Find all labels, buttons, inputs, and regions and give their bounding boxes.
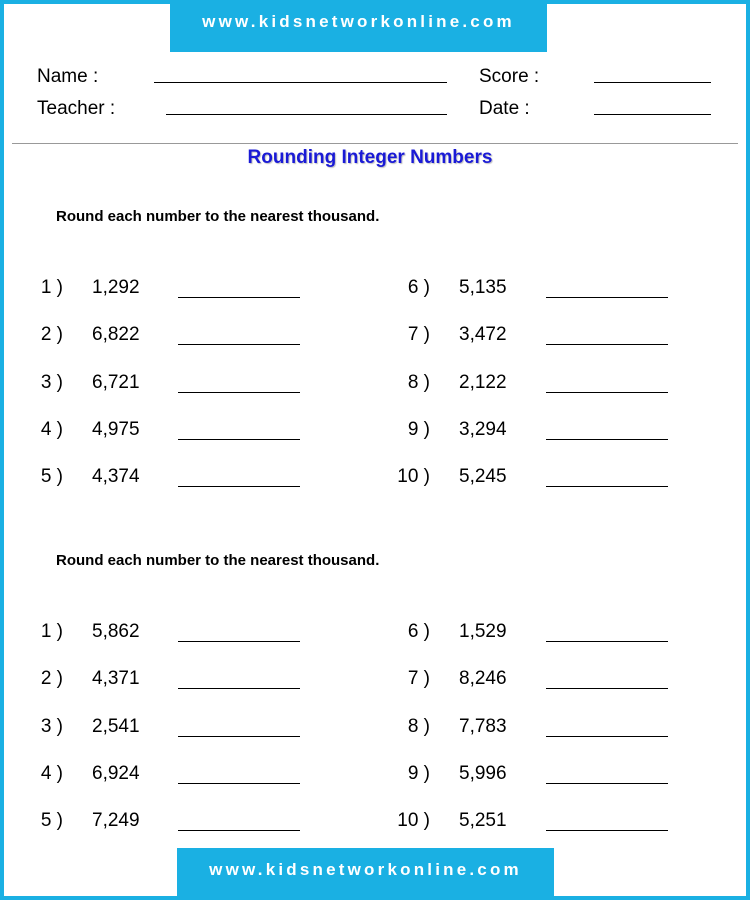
problem-number: 6 )	[407, 277, 430, 298]
answer-line[interactable]	[546, 486, 668, 487]
problem-number: 10 )	[397, 466, 430, 488]
problem-number: 10 )	[397, 810, 430, 832]
problem-value: 2,122	[459, 371, 507, 393]
problem-value: 2,541	[92, 715, 140, 737]
problem-number: 8 )	[407, 715, 430, 737]
header-divider	[12, 143, 738, 144]
name-field[interactable]	[154, 82, 447, 83]
problem-number: 9 )	[407, 762, 430, 784]
site-banner-bottom[interactable]: www.kidsnetworkonline.com	[177, 848, 554, 896]
problem-value: 7,783	[459, 715, 507, 737]
problem-number: 6 )	[407, 621, 430, 642]
answer-line[interactable]	[546, 688, 668, 689]
problem-value: 4,975	[92, 418, 140, 440]
problem-value: 5,135	[459, 277, 507, 298]
problem-value: 3,294	[459, 418, 507, 440]
problem-number: 4 )	[40, 418, 63, 440]
answer-line[interactable]	[546, 344, 668, 345]
problem-value: 6,924	[92, 762, 140, 784]
problem-value: 5,245	[459, 466, 507, 488]
problem-value: 5,251	[459, 810, 507, 832]
answer-line[interactable]	[178, 297, 300, 298]
problem-number: 1 )	[40, 621, 63, 642]
teacher-field[interactable]	[166, 114, 447, 115]
answer-line[interactable]	[178, 783, 300, 784]
problem-number: 1 )	[40, 277, 63, 298]
answer-line[interactable]	[546, 392, 668, 393]
answer-line[interactable]	[546, 439, 668, 440]
problem-number: 3 )	[40, 371, 63, 393]
name-label: Name :	[37, 66, 99, 87]
answer-line[interactable]	[178, 439, 300, 440]
problem-value: 1,529	[459, 621, 507, 642]
answer-line[interactable]	[546, 783, 668, 784]
score-label: Score :	[479, 66, 540, 87]
teacher-label: Teacher :	[37, 98, 116, 119]
site-banner-top[interactable]: www.kidsnetworkonline.com	[170, 0, 547, 52]
problem-number: 9 )	[407, 418, 430, 440]
answer-line[interactable]	[178, 688, 300, 689]
problem-value: 8,246	[459, 668, 507, 690]
problem-value: 4,371	[92, 668, 140, 690]
section-instruction: Round each number to the nearest thousand.	[56, 552, 380, 569]
date-label: Date :	[479, 98, 530, 119]
answer-line[interactable]	[178, 344, 300, 345]
score-field[interactable]	[594, 82, 711, 83]
answer-line[interactable]	[546, 736, 668, 737]
problem-number: 2 )	[40, 324, 63, 346]
answer-line[interactable]	[178, 486, 300, 487]
date-field[interactable]	[594, 114, 711, 115]
problem-number: 8 )	[407, 371, 430, 393]
section-instruction: Round each number to the nearest thousand.	[56, 208, 380, 225]
problem-number: 4 )	[40, 762, 63, 784]
problem-number: 3 )	[40, 715, 63, 737]
problem-number: 7 )	[407, 668, 430, 690]
problem-value: 4,374	[92, 466, 140, 488]
answer-line[interactable]	[178, 830, 300, 831]
problem-value: 5,862	[92, 621, 140, 642]
problem-value: 7,249	[92, 810, 140, 832]
problem-value: 5,996	[459, 762, 507, 784]
worksheet-title: Rounding Integer Numbers	[247, 147, 493, 168]
answer-line[interactable]	[178, 641, 300, 642]
answer-line[interactable]	[178, 736, 300, 737]
problem-number: 7 )	[407, 324, 430, 346]
problem-value: 3,472	[459, 324, 507, 346]
answer-line[interactable]	[178, 392, 300, 393]
answer-line[interactable]	[546, 641, 668, 642]
problem-value: 1,292	[92, 277, 140, 298]
problem-value: 6,721	[92, 371, 140, 393]
problem-number: 2 )	[40, 668, 63, 690]
answer-line[interactable]	[546, 297, 668, 298]
problem-value: 6,822	[92, 324, 140, 346]
problem-number: 5 )	[40, 466, 63, 488]
answer-line[interactable]	[546, 830, 668, 831]
problem-number: 5 )	[40, 810, 63, 832]
